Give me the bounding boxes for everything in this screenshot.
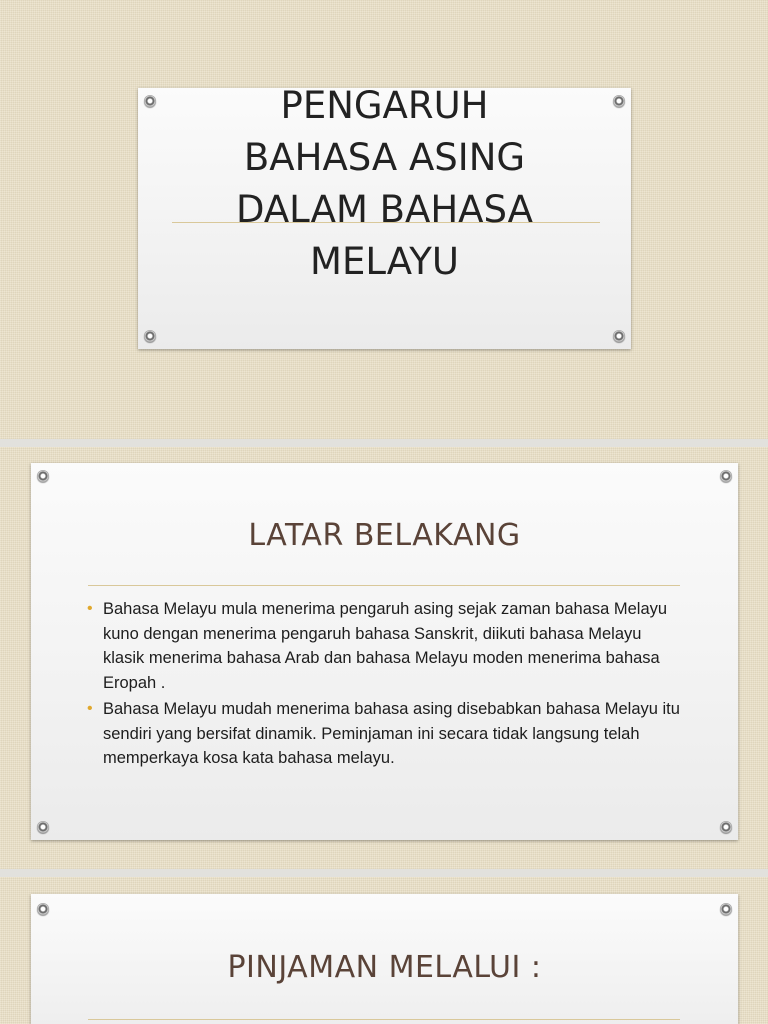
- heading-divider-line: [88, 585, 680, 586]
- bullet-text: Bahasa Melayu mudah menerima bahasa asing disebabkan bahasa Melayu itu sendiri yang bersifat dinamik. Peminjaman ini secara tidak langsung telah memperkaya kosa kata bahasa melayu.: [103, 700, 680, 767]
- rivet-icon: [720, 821, 732, 833]
- bullet-list: [87, 597, 687, 773]
- title-line: DALAM BAHASA: [236, 188, 533, 231]
- list-item: [87, 597, 687, 695]
- title-slide-card: [138, 84, 631, 349]
- presentation-title: [138, 80, 631, 288]
- title-line: BAHASA ASING: [243, 136, 526, 179]
- slide-heading: LATAR BELAKANG: [248, 518, 521, 553]
- bullet-icon: •: [87, 700, 93, 717]
- rivet-icon: [720, 470, 732, 482]
- background-slide-card: [31, 463, 738, 840]
- rivet-icon: [37, 821, 49, 833]
- slide-gap: [0, 869, 768, 877]
- bullet-text: Bahasa Melayu mula menerima pengaruh asing sejak zaman bahasa Melayu kuno dengan menerima pengaruh bahasa Sanskrit, diikuti bahasa Melayu klasik menerima bahasa Arab dan bahasa Melayu moden menerima bahasa Eropah .: [103, 600, 668, 692]
- title-line: PENGARUH: [280, 84, 489, 127]
- slide-gap: [0, 439, 768, 447]
- list-item: [87, 697, 687, 771]
- rivet-icon: [37, 903, 49, 915]
- rivet-icon: [720, 903, 732, 915]
- loan-slide-card: [31, 894, 738, 1024]
- title-line: MELAYU: [310, 240, 459, 283]
- slide-heading: PINJAMAN MELALUI :: [227, 950, 542, 985]
- rivet-icon: [613, 330, 625, 342]
- rivet-icon: [144, 330, 156, 342]
- bullet-icon: •: [87, 600, 93, 617]
- heading-divider-line: [88, 1019, 680, 1020]
- rivet-icon: [37, 470, 49, 482]
